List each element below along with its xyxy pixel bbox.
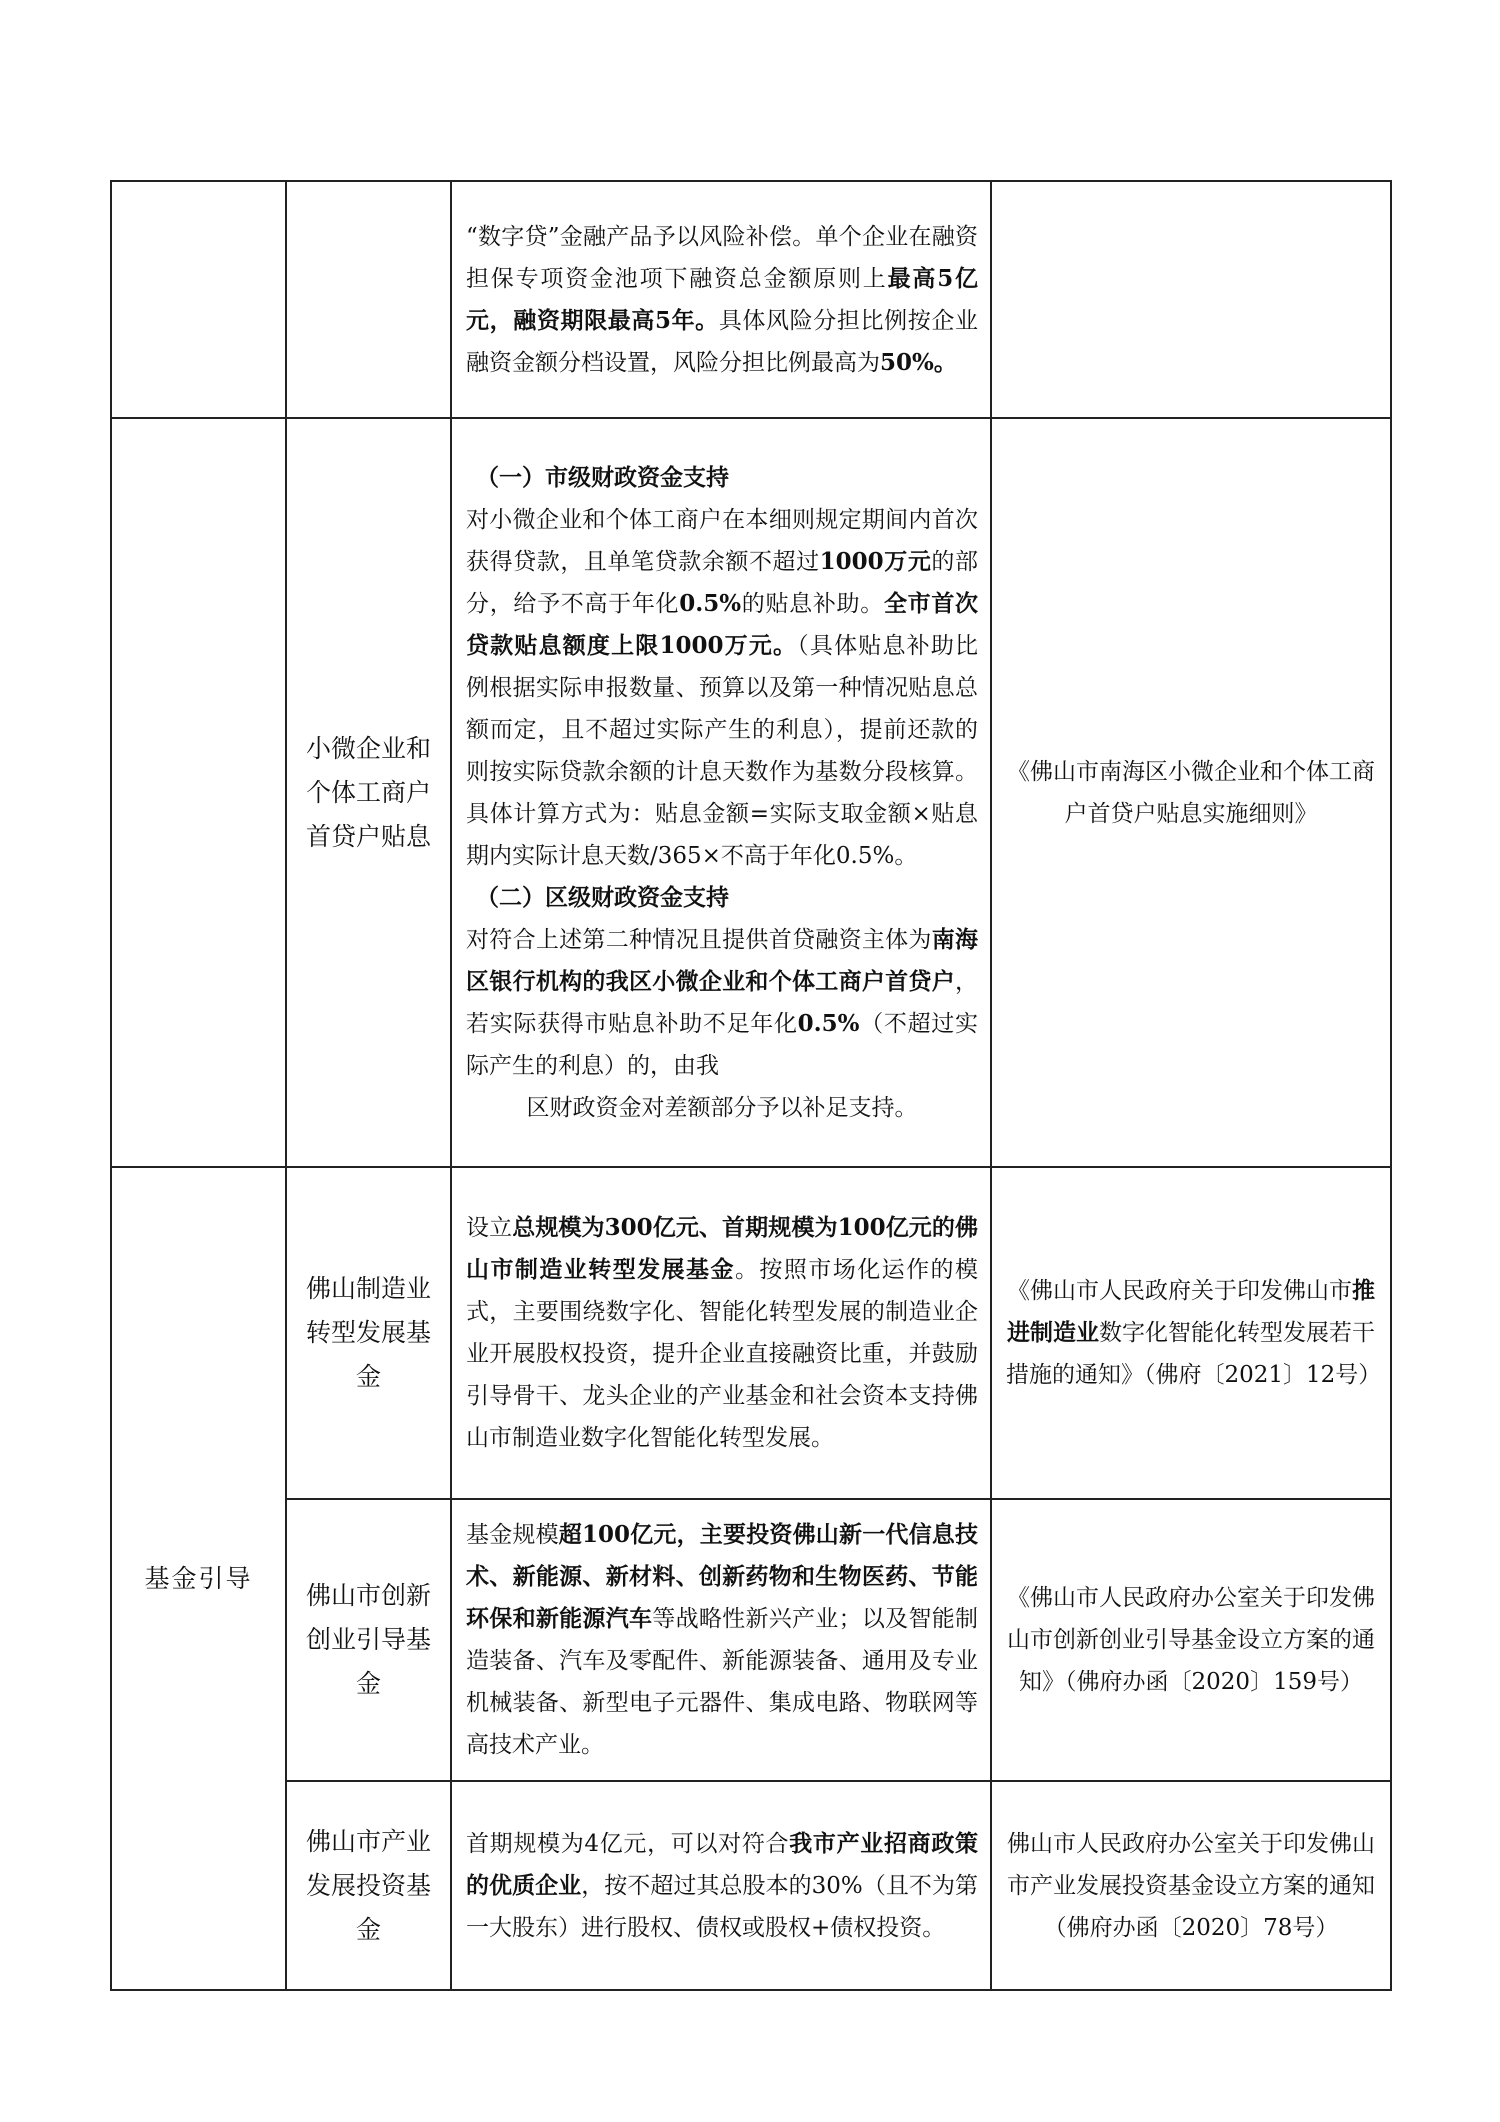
text-segment: 具体风险分担比例按企业融资金额分档设置，风险分担比例最高为 [466, 307, 978, 376]
policy-content-cell [451, 1167, 991, 1499]
rich-paragraph [466, 216, 978, 384]
text-segment: 对小微企业和个体工商户在本细则规定期间内首次获得贷款，且单笔贷款余额不超过 [466, 506, 978, 575]
rich-paragraph [466, 1823, 978, 1949]
policy-content-cell [451, 418, 991, 1167]
policy-content-cell [451, 1499, 991, 1781]
bold-text-segment: 超100亿元，主要投资佛山新一代信息技术、新能源、新材料、创新药物和生物医药、节能环保和新能源汽车 [466, 1521, 978, 1632]
rich-paragraph [1006, 1270, 1382, 1396]
policy-source-cell: 《佛山市南海区小微企业和个体工商户首贷户贴息实施细则》 [991, 418, 1391, 1167]
text-segment: （不超过实际产生的利息）的，由我 [466, 1010, 979, 1079]
item-name-cell: 佛山制造业转型发展基金 [286, 1167, 451, 1499]
bold-text-segment: 推进制造业 [1007, 1277, 1375, 1346]
policy-source-cell [991, 1167, 1391, 1499]
bold-text-segment: 最高5亿元，融资期限最高5年。 [466, 264, 978, 334]
table-row [111, 181, 1391, 418]
text-segment: 基金规模 [466, 1522, 559, 1548]
rich-paragraph [466, 919, 978, 1087]
text-segment: 《佛山市人民政府关于印发佛山市 [1007, 1278, 1352, 1304]
text-segment: 设立 [466, 1215, 513, 1241]
paragraph-last-line: 区财政资金对差额部分予以补足支持。 [526, 1094, 918, 1121]
section-heading: （二）区级财政资金支持 [476, 883, 729, 911]
item-name-cell: 小微企业和个体工商户首贷户贴息 [286, 418, 451, 1167]
text-segment: 的贴息补助。 [741, 590, 884, 617]
policy-source-cell: 《佛山市人民政府办公室关于印发佛山市创新创业引导基金设立方案的通知》（佛府办函〔2020〕159号） [991, 1499, 1391, 1781]
text-segment: 对符合上述第二种情况且提供首贷融资主体为 [466, 926, 932, 953]
section-heading: （一）市级财政资金支持 [476, 463, 729, 491]
rich-paragraph [466, 1514, 978, 1766]
category-cell-empty [111, 418, 286, 1167]
text-segment: “数字贷”金融产品予以风险补偿。单个企业在融资担保专项资金池项下融资总金额原则上 [466, 223, 978, 292]
table-row [111, 1499, 1391, 1781]
text-segment: 首期规模为4亿元，可以对符合 [466, 1830, 790, 1857]
item-name-cell-empty [286, 181, 451, 418]
bold-text-segment: 南海区银行机构的我区小微企业和个体工商户首贷户 [466, 925, 979, 995]
policy-source-cell-empty [991, 181, 1391, 418]
bold-text-segment: 50%。 [880, 348, 957, 376]
table-row [111, 418, 1391, 1167]
text-segment: 等战略性新兴产业；以及智能制造装备、汽车及零配件、新能源装备、通用及专业机械装备、新型电子元器件、集成电路、物联网等高技术产业。 [466, 1606, 979, 1758]
item-name-cell: 佛山市创新创业引导基金 [286, 1499, 451, 1781]
text-segment: 。按照市场化运作的模式，主要围绕数字化、智能化转型发展的制造业企业开展股权投资，提升企业直接融资比重，并鼓励引导骨干、龙头企业的产业基金和社会资本支持佛山市制造业数字化智能化转型发展。 [466, 1257, 979, 1451]
text-segment: （具体贴息补助比例根据实际申报数量、预算以及第一种情况贴息总额而定，且不超过实际产生的利息），提前还款的则按实际贷款余额的计息天数作为基数分段核算。具体计算方式为：贴息金额=实际支取金额×贴息期内实际计息天数/365×不高于年化0.5%。 [466, 632, 979, 869]
text-segment: 数字化智能化转型发展若干措施的通知》（佛府〔2021〕12号） [1006, 1320, 1382, 1388]
bold-text-segment: 总规模为300亿元、首期规模为100亿元的佛山市制造业转型发展基金 [466, 1214, 979, 1283]
text-segment: 的部分，给予不高于年化 [466, 548, 978, 617]
table-row [111, 1167, 1391, 1499]
text-segment: ，若实际获得市贴息补助不足年化 [466, 968, 978, 1037]
policy-content-cell [451, 181, 991, 418]
policy-source-cell: 佛山市人民政府办公室关于印发佛山市产业发展投资基金设立方案的通知（佛府办函〔2020〕78号） [991, 1781, 1391, 1990]
bold-text-segment: 全市首次贷款贴息额度上限1000万元。 [466, 589, 979, 659]
rich-paragraph [466, 499, 978, 877]
bold-text-segment: 0.5% [679, 589, 742, 617]
bold-text-segment: 我市产业招商政策的优质企业 [466, 1829, 979, 1899]
table-row [111, 1781, 1391, 1990]
policy-table [110, 180, 1392, 1991]
text-segment: ，按不超过其总股本的30%（且不为第一大股东）进行股权、债权或股权+债权投资。 [466, 1872, 978, 1941]
bold-text-segment: 0.5% [797, 1009, 860, 1037]
rich-paragraph [466, 1207, 978, 1459]
bold-text-segment: 1000万元 [819, 547, 932, 575]
policy-content-cell [451, 1781, 991, 1990]
category-cell: 基金引导 [111, 1167, 286, 1990]
category-cell-empty [111, 181, 286, 418]
item-name-cell: 佛山市产业发展投资基金 [286, 1781, 451, 1990]
